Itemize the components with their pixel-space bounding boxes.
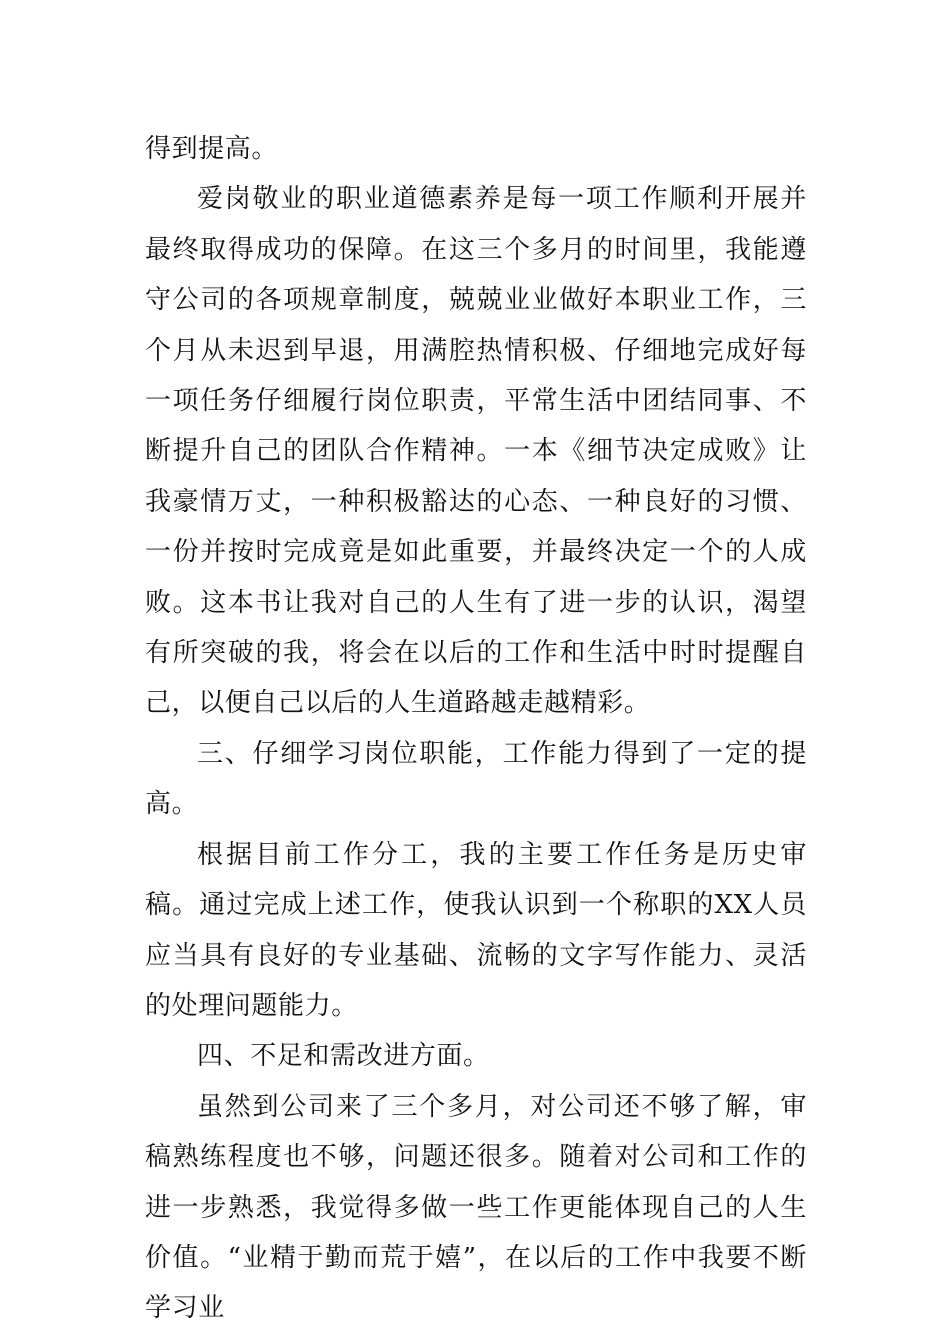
document-body: [145, 124, 807, 1334]
section-heading-three: 三、仔细学习岗位职能，工作能力得到了一定的提高。: [145, 738, 807, 820]
paragraph-shortcomings: 虽然到公司来了三个多月，对公司还不够了解，审稿熟练程度也不够，问题还很多。随着对公司和工作的进一步熟悉，我觉得多做一些工作更能体现自己的人生价值。“业精于勤而荒于嬉”，在以后的工作中我要不断学习业: [145, 1091, 807, 1324]
section-heading-four: 四、不足和需改进方面。: [197, 1041, 490, 1072]
paragraph-continuation: 得到提高。: [145, 134, 279, 164]
paragraph-professional-ethics: 爱岗敬业的职业道德素养是每一项工作顺利开展并最终取得成功的保障。在这三个多月的时间里，我能遵守公司的各项规章制度，兢兢业业做好本职业工作，三个月从未迟到早退，用满腔热情积极、仔细地完成好每一项任务仔细履行岗位职责，平常生活中团结同事、不断提升自己的团队合作精神。一本《细节决定成败》让我豪情万丈，一种积极豁达的心态、一种良好的习惯、一份并按时完成竟是如此重要，并最终决定一个的人成败。这本书让我对自己的人生有了进一步的认识，渴望有所突破的我，将会在以后的工作和生活中时时提醒自己，以便自己以后的人生道路越走越精彩。: [145, 184, 807, 719]
paragraph-work-tasks: 根据目前工作分工，我的主要工作任务是历史审稿。通过完成上述工作，使我认识到一个称职的XX人员应当具有良好的专业基础、流畅的文字写作能力、灵活的处理问题能力。: [145, 839, 807, 1021]
